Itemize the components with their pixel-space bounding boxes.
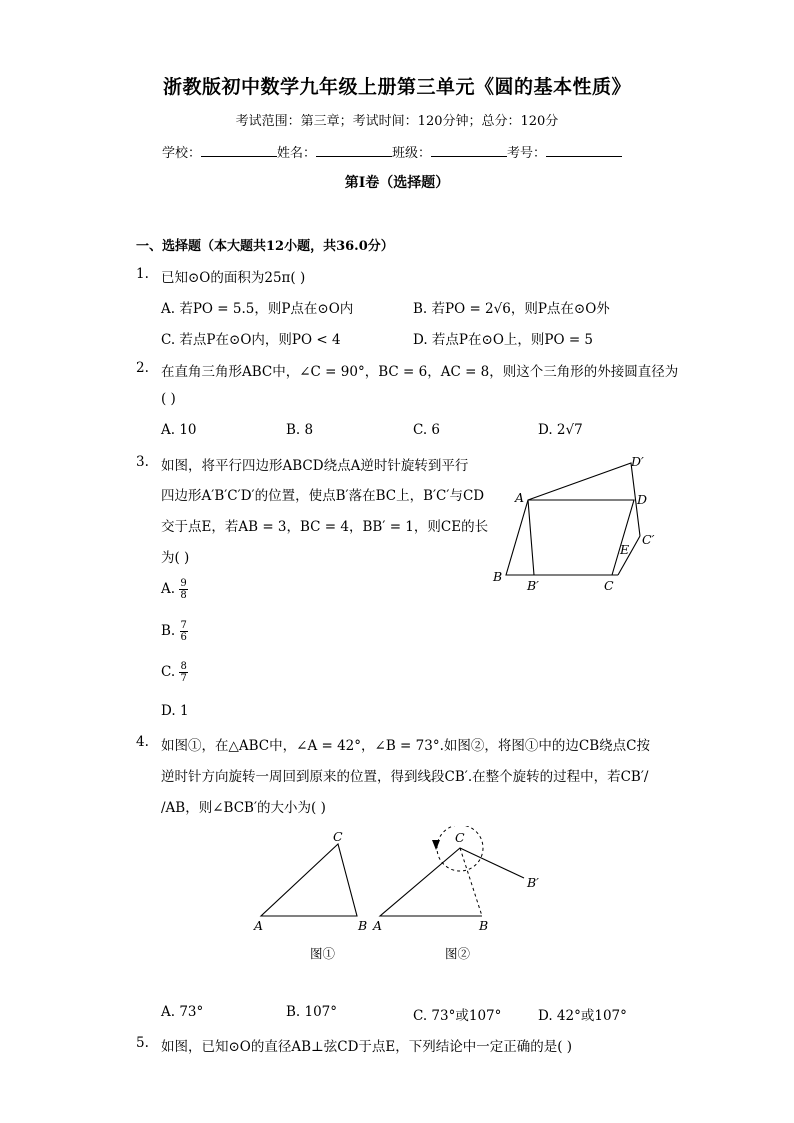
option-letter: D. — [161, 703, 176, 719]
name-label: 姓名： — [277, 146, 317, 161]
question-stem-line: /AB，则∠BCB′的大小为( ) — [161, 800, 326, 816]
fraction — [179, 578, 187, 601]
option-letter: C. — [161, 664, 176, 680]
denominator: 8 — [180, 590, 187, 601]
option-letter: A. — [161, 581, 176, 597]
label-b: B — [493, 569, 503, 584]
question-stem-line: 四边形A′B′C′D′的位置，使点B′落在BC上，B′C′与CD — [161, 488, 485, 504]
question-stem: 如图，已知⊙O的直径AB⊥弦CD于点E，下列结论中一定正确的是( ) — [161, 1039, 573, 1055]
class-label: 班级： — [392, 146, 432, 161]
question-stem-line: 为( ) — [161, 550, 190, 566]
question-stem-line: ( ) — [161, 391, 176, 407]
label-e: E — [620, 542, 630, 557]
question-stem-line: 如图，将平行四边形ABCD绕点A逆时针旋转到平行 — [161, 458, 469, 474]
option-b[interactable]: B. 8 — [286, 422, 314, 438]
option-d[interactable] — [161, 703, 189, 719]
fig1-label-b: B — [358, 918, 368, 933]
school-label: 学校： — [162, 146, 202, 161]
parallelogram-rotation-figure — [486, 450, 666, 600]
question-stem-line: 交于点E，若AB = 3，BC = 4，BB′ = 1，则CE的长 — [161, 519, 489, 535]
fig2-label-b: B — [479, 918, 489, 933]
rotation-arrow-icon — [432, 840, 440, 850]
exam-number-blank[interactable] — [546, 144, 622, 157]
dashed-segment-cb — [460, 848, 482, 916]
question-number: 4. — [136, 734, 149, 750]
exam-info: 考试范围：第三章；考试时间：120分钟；总分：120分 — [235, 114, 559, 129]
fig1-label-c: C — [333, 829, 343, 844]
student-info-fields — [162, 142, 622, 161]
school-blank[interactable] — [201, 144, 277, 157]
page-title: 浙教版初中数学九年级上册第三单元《圆的基本性质》 — [162, 76, 631, 98]
triangle-abc-figure1 — [261, 844, 357, 916]
option-value: 1 — [179, 703, 189, 719]
option-b[interactable] — [161, 620, 188, 643]
fraction — [179, 661, 187, 684]
fraction — [180, 620, 188, 643]
numerator: 8 — [180, 661, 187, 672]
option-d[interactable]: D. 42°或107° — [538, 1008, 627, 1024]
option-b[interactable]: B. 若PO = 2√6，则P点在⊙O外 — [413, 301, 610, 317]
section-heading: 一、选择题（本大题共12小题，共36.0分） — [136, 239, 394, 254]
question-number: 5. — [136, 1035, 149, 1051]
label-d-prime: D′ — [631, 454, 644, 469]
label-c-prime: C′ — [642, 532, 655, 547]
option-a[interactable]: A. 若PO = 5.5，则P点在⊙O内 — [161, 301, 354, 317]
figure-caption-2: 图② — [445, 946, 471, 961]
fig2-label-b-prime: B′ — [527, 875, 540, 890]
denominator: 7 — [180, 673, 187, 684]
label-b-prime: B′ — [527, 578, 540, 593]
question-stem: 已知⊙O的面积为25π( ) — [161, 270, 306, 286]
triangle-rotation-figures — [246, 826, 566, 966]
option-c[interactable]: C. 若点P在⊙O内，则PO < 4 — [161, 332, 341, 348]
question-number: 1. — [136, 266, 149, 282]
option-c[interactable]: C. 6 — [413, 422, 441, 438]
question-number: 3. — [136, 454, 149, 470]
fig2-label-a: A — [373, 918, 383, 933]
option-a[interactable]: A. 10 — [161, 422, 197, 438]
figure-caption-1: 图① — [310, 946, 336, 961]
label-c: C — [604, 578, 614, 593]
numerator: 9 — [180, 578, 187, 589]
option-d[interactable]: D. 若点P在⊙O上，则PO = 5 — [413, 332, 594, 348]
exam-number-label: 考号： — [507, 146, 547, 161]
option-c[interactable]: C. 73°或107° — [413, 1008, 502, 1024]
option-d[interactable]: D. 2√7 — [538, 422, 583, 438]
option-b[interactable]: B. 107° — [286, 1004, 338, 1020]
volume-heading: 第I卷（选择题） — [344, 175, 450, 191]
denominator: 6 — [180, 632, 187, 643]
question-stem-line: 在直角三角形ABC中，∠C = 90°，BC = 6，AC = 8，则这个三角形的外接圆直径为 — [161, 364, 679, 380]
fig2-label-c: C — [455, 830, 465, 845]
triangle-figure2-with-cb-prime — [380, 848, 524, 916]
class-blank[interactable] — [431, 144, 507, 157]
question-number: 2. — [136, 360, 149, 376]
option-c[interactable] — [161, 661, 188, 684]
segment-ab-prime-c-prime — [528, 500, 618, 575]
label-a: A — [515, 490, 525, 505]
option-a[interactable] — [161, 578, 188, 601]
fig1-label-a: A — [254, 918, 264, 933]
numerator: 7 — [180, 620, 187, 631]
option-a[interactable]: A. 73° — [161, 1004, 204, 1020]
parallelogram-abcd — [506, 500, 634, 575]
name-blank[interactable] — [316, 144, 392, 157]
question-stem-line: 逆时针方向旋转一周回到原来的位置，得到线段CB′.在整个旋转的过程中，若CB′/ — [161, 769, 649, 785]
option-letter: B. — [161, 623, 176, 639]
label-d: D — [637, 492, 648, 507]
question-stem-line: 如图①，在△ABC中，∠A = 42°，∠B = 73°.如图②，将图①中的边CB绕点C按 — [161, 738, 650, 754]
